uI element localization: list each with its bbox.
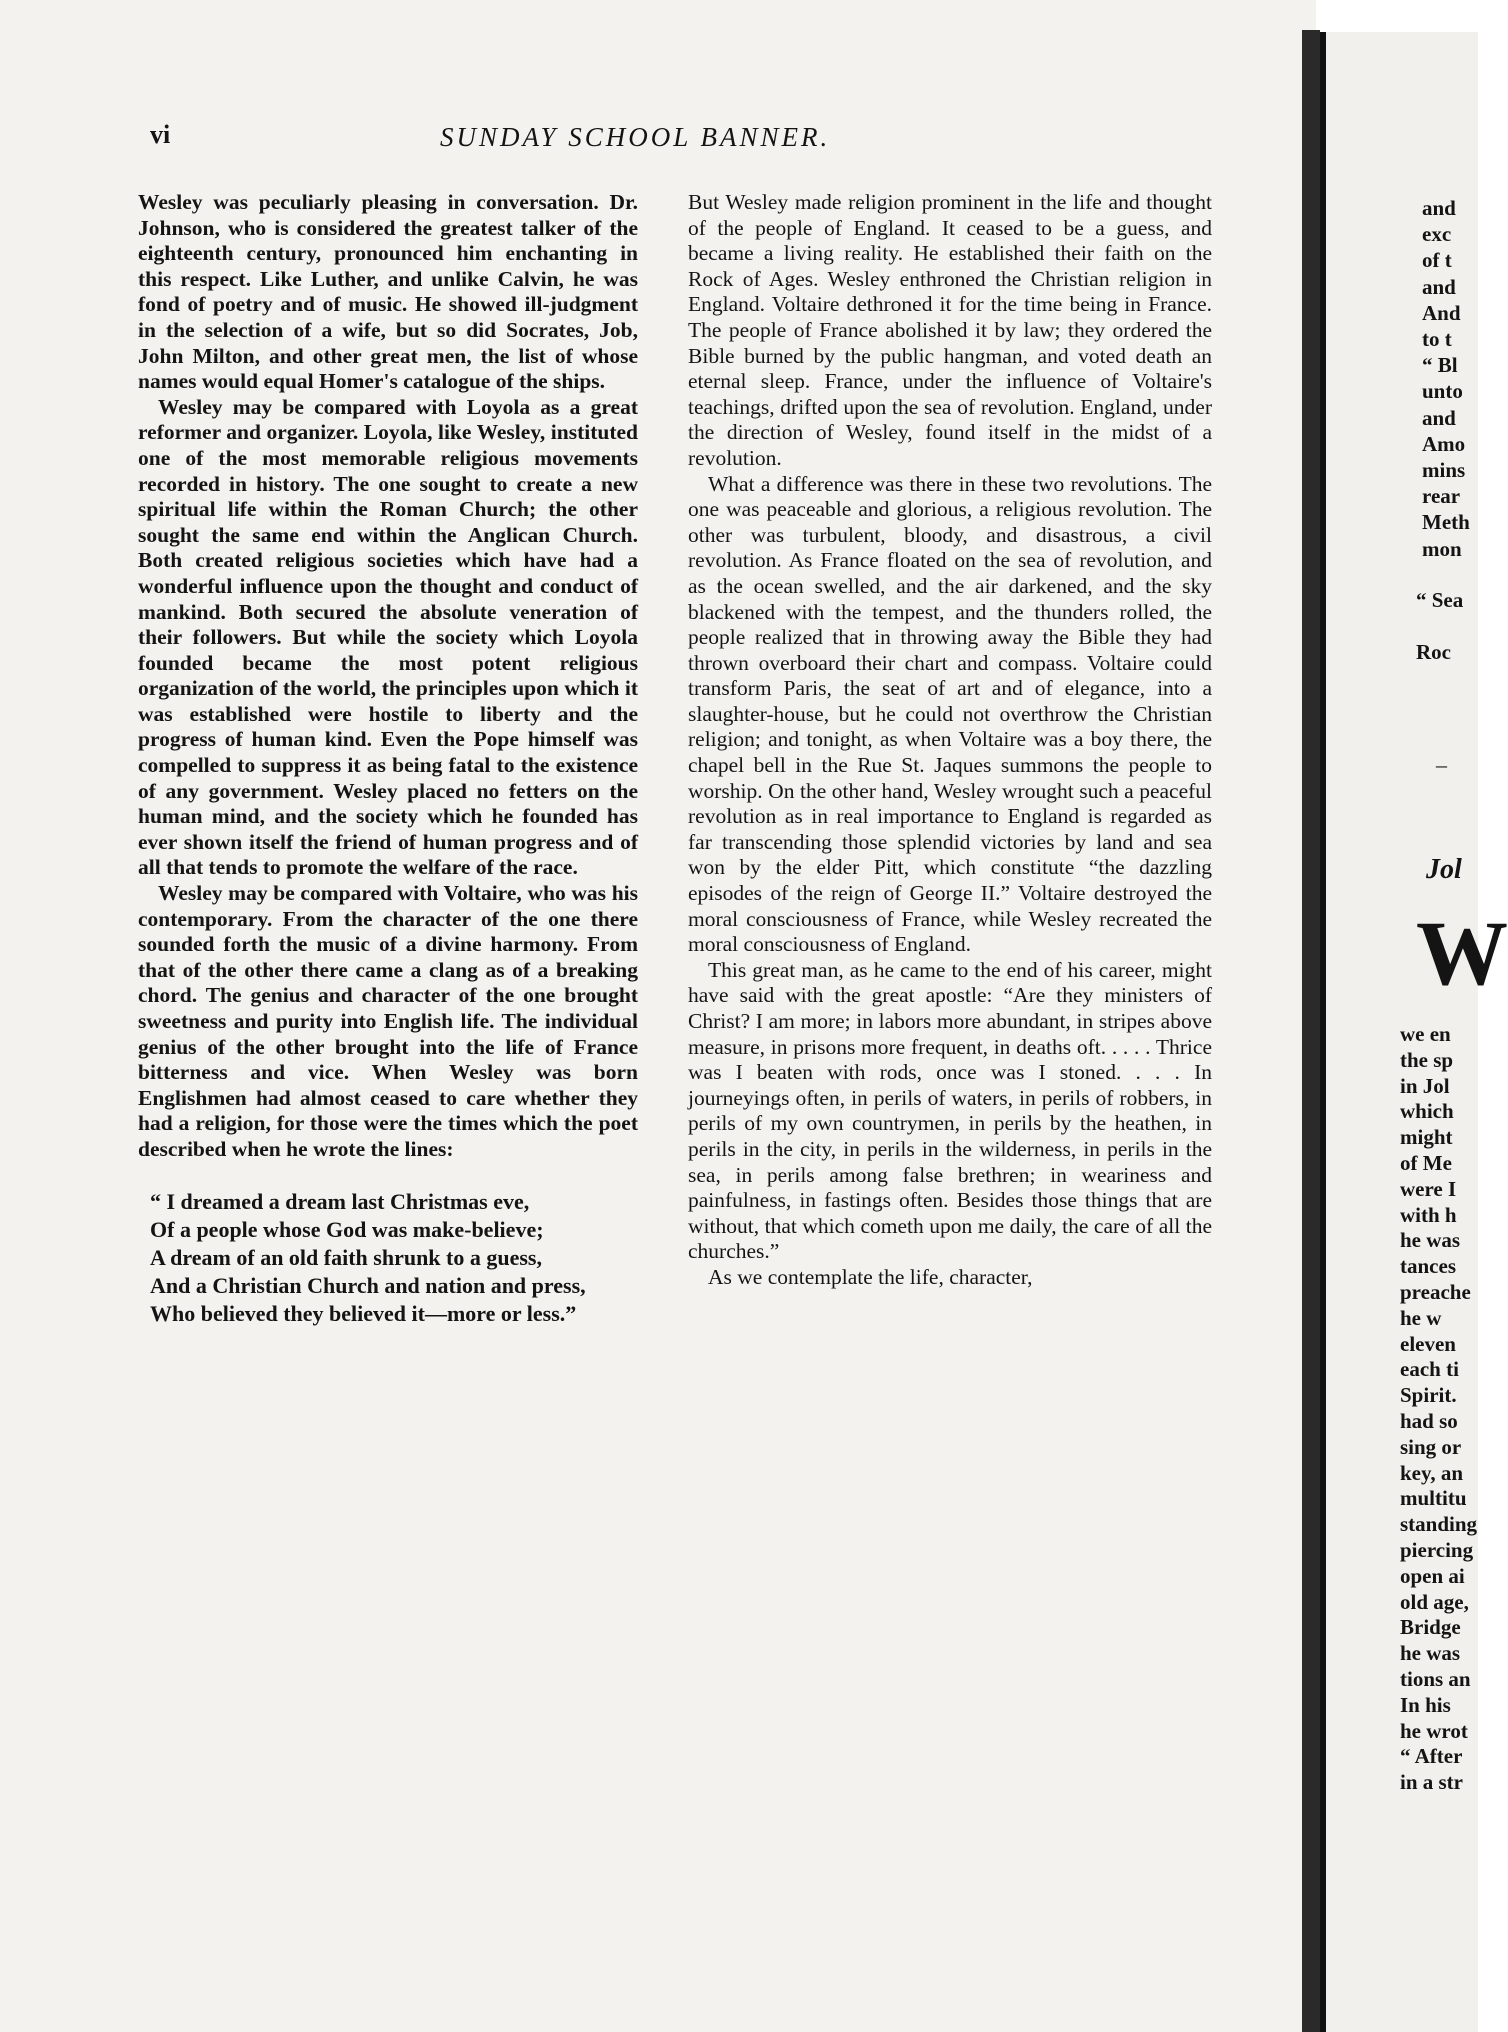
facing-page-line: open ai [1400,1563,1465,1588]
facing-page-line: which [1400,1099,1454,1124]
page-folio: vi [150,120,171,149]
paragraph: Wesley may be compared with Loyola as a great reformer and organizer. Loyola, like Wesley, instituted one of the most memorable religious movements recorded in history. The one sought to create a new spiritual life within the Roman Church; the other sought the same end within the Anglican Church. Both created religious societies which have had a wonderful influence upon the thought and conduct of mankind. Both secured the absolute veneration of their followers. But while the society which Loyola founded became the most potent religious organization of the world, the principles upon which it was established were hostile to liberty and the progress of human kind. Even the Pope himself was compelled to suppress it as being fatal to the existence of any government. Wesley placed no fetters on the human mind, and the society which he founded has ever shown itself the friend of human progress and of all that tends to promote the welfare of the race. [138,394,638,880]
facing-page-line: exc [1422,222,1452,247]
facing-page-line: Spirit. [1400,1383,1457,1408]
poem-line: “ I dreamed a dream last Christmas eve, [150,1188,530,1214]
facing-page-line: “ Sea [1416,588,1464,612]
facing-page-line: of t [1422,248,1452,273]
poem-line: Who believed they believed it—more or less.” [150,1300,577,1326]
facing-page-line: each ti [1400,1357,1459,1382]
facing-page-line: mins [1422,458,1466,482]
paragraph: What a difference was there in these two revolutions. The one was peaceable and glorious, a religious revolution. The other was turbulent, bloody, and disastrous, a civil revolution. As France floated on the sea of revolution, and as the ocean swelled, and the air darkened, and the sky blackened with the tempest, and the thunders rolled, the people realized that in throwing away the Bible they had thrown overboard their chart and compass. Voltaire could transform Paris, the seat of art and of elegance, into a slaughter-house, but he could not overthrow the Christian religion; and tonight, as when Voltaire was a boy there, the chapel bell in the Rue St. Jaques summons the people to worship. On the other hand, Wesley wrought such a peaceful revolution as in real importance to England is regarded as far transcending those splendid victories by land and sea won by the elder Pitt, which constitute “the dazzling episodes of the reign of George II.” Voltaire destroyed the moral consciousness of France, while Wesley recreated the moral consciousness of England. [688,471,1212,957]
poem [138,1189,638,1327]
running-head: SUNDAY SCHOOL BANNER. [440,122,831,152]
book-gutter [1302,30,1320,2032]
facing-page-line: with h [1400,1202,1457,1227]
left-column [138,190,638,1329]
facing-page-line: Amo [1422,431,1466,456]
facing-page-line: eleven [1400,1331,1456,1356]
facing-page-line: key, an [1400,1460,1464,1485]
poem-line: A dream of an old faith shrunk to a guess, [150,1244,542,1270]
facing-page-line: and [1422,274,1456,299]
facing-page-line: he w [1400,1305,1442,1330]
facing-page-heading-fragment: Jol [1426,854,1462,885]
right-column [688,190,1212,1291]
facing-page-line: preache [1400,1280,1471,1304]
facing-page-dash: – [1436,752,1447,777]
facing-page-line: to t [1422,327,1452,351]
facing-page-line: unto [1422,379,1463,404]
facing-page-line: piercing [1400,1538,1474,1562]
facing-page-line: we en [1400,1022,1451,1046]
paragraph: This great man, as he came to the end of his career, might have said with the great apostle: “Are they ministers of Christ? I am more; in labors more abundant, in stripes above measure, in prisons more frequent, in deaths oft. . . . . Thrice was I beaten with rods, once was I stoned. . . . In journeyings often, in perils of waters, in perils of robbers, in perils of my own countrymen, in perils by the heathen, in perils in the city, in perils in the wilderness, in perils in the sea, in perils among false brethren; in weariness and painfulness, in fastings often. Besides those things that are without, that which cometh upon me daily, the care of all the churches.” [688,957,1212,1264]
facing-page-line: tances [1400,1254,1456,1279]
paragraph: Wesley was peculiarly pleasing in conversation. Dr. Johnson, who is considered the greatest talker of the eighteenth century, pronounced him enchanting in this respect. Like Luther, and unlike Calvin, he was fond of poetry and of music. He showed ill-judgment in the selection of a wife, but so did Socrates, Job, John Milton, and other great men, the list of whose names would equal Homer's catalogue of the ships. [138,190,638,394]
facing-page-line: he was [1400,1641,1461,1666]
paragraph: Wesley may be compared with Voltaire, who was his contemporary. From the character of the one there sounded forth the music of a divine harmony. From that of the other there came a clang as of a breaking chord. The genius and character of the one brought sweetness and purity into English life. The individual genius of the other brought into the life of France bitterness and vice. When Wesley was born Englishmen had almost ceased to care whether they had a religion, for those were the times which the poet described when he wrote the lines: [138,881,638,1161]
facing-page-line: sing or [1400,1434,1462,1459]
facing-page-line: Roc [1416,640,1451,664]
poem-line: Of a people whose God was make-believe; [150,1216,544,1242]
facing-page-line: Meth [1422,510,1470,535]
facing-page-line: rear [1422,484,1461,509]
facing-page-line: old age, [1400,1589,1469,1614]
paragraph: But Wesley made religion prominent in the life and thought of the people of England. It ceased to be a guess, and became a living reality. He established their faith on the Rock of Ages. Wesley enthroned the Christian religion in England. Voltaire dethroned it for the time being in France. The people of France abolished it by law; they ordered the Bible burned by the public hangman, and voted death an eternal sleep. France, under the influence of Voltaire's teachings, drifted upon the sea of revolution. England, under the direction of Wesley, found itself in the midst of a revolution. [688,190,1212,470]
facing-page-line: “ After [1400,1744,1463,1769]
facing-page-line: multitu [1400,1486,1467,1511]
facing-page-line: In his [1400,1692,1451,1717]
facing-page-line: he wrot [1400,1718,1468,1743]
poem-line: And a Christian Church and nation and press, [150,1272,586,1298]
facing-page-line: he was [1400,1228,1461,1253]
facing-page-line: in Jol [1400,1073,1450,1098]
facing-page-line: and [1422,196,1456,220]
facing-page [1320,32,1508,2032]
facing-page-line: might [1400,1125,1453,1150]
facing-page-line: mon [1422,536,1462,561]
facing-page-line: And [1422,300,1461,325]
facing-page-drop-cap: W [1416,902,1508,1004]
facing-page-line: were I [1400,1176,1457,1201]
facing-page-line: tions an [1400,1667,1471,1691]
facing-page-line: the sp [1400,1047,1454,1072]
facing-page-line: of Me [1400,1151,1452,1175]
paragraph: As we contemplate the life, character, [708,1264,1033,1289]
facing-page-line: had so [1400,1409,1458,1433]
facing-page-line: in a str [1400,1770,1463,1795]
facing-page-line: “ Bl [1422,353,1458,378]
facing-page-line: standing [1400,1512,1478,1537]
facing-page-line: and [1422,405,1456,430]
facing-page-line: Bridge [1400,1615,1461,1640]
